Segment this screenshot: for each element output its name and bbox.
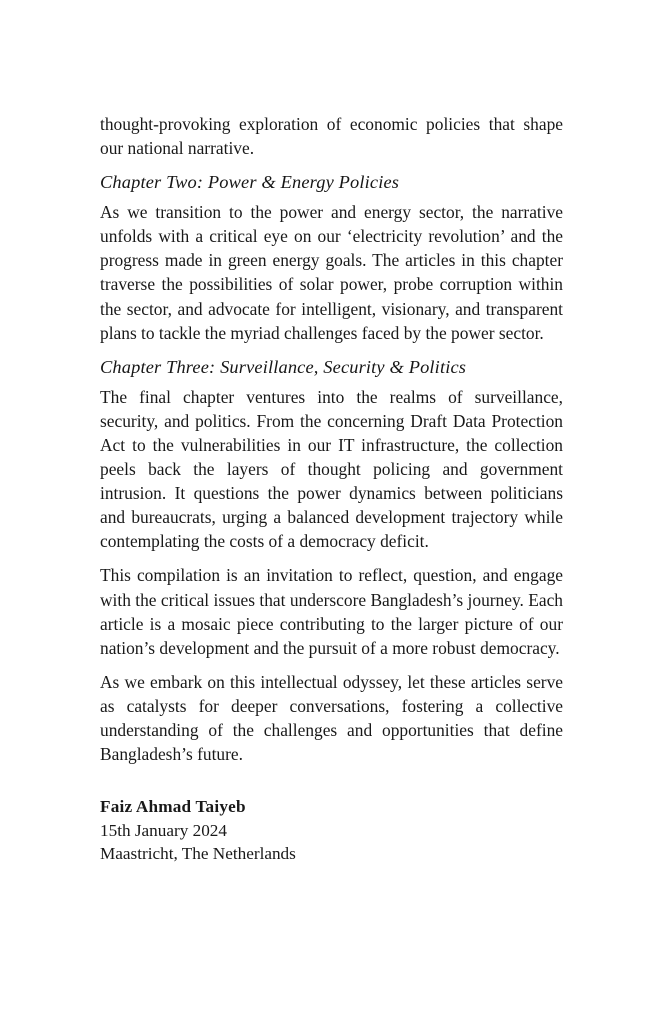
closing-paragraph-two: As we embark on this intellectual odyssey, let these articles serve as catalysts for deeper conversations, fostering a collective understanding of the challenges and opportunities that define Bangladesh’s future. <box>100 671 563 765</box>
signature-block <box>100 795 563 866</box>
chapter-two-paragraph: As we transition to the power and energy sector, the narrative unfolds with a critical eye on our ‘electricity revolution’ and the progress made in green energy goals. The articles in this chapter traverse the possibilities of solar power, probe corruption within the sector, and advocate for intelligent, visionary, and transparent plans to tackle the myriad challenges faced by the power sector. <box>100 202 563 343</box>
chapter-three-paragraph: The final chapter ventures into the realms of surveillance, security, and politics. From the concerning Draft Data Protection Act to the vulnerabilities in our IT infrastructure, the collection peels back the layers of thought policing and government intrusion. It questions the power dynamics between politicians and bureaucrats, urging a balanced development trajectory while contemplating the costs of a democracy deficit. <box>100 386 563 552</box>
signature-location: Maastricht, The Netherlands <box>100 844 296 864</box>
closing-paragraph-one: This compilation is an invitation to reflect, question, and engage with the critical issues that underscore Bangladesh’s journey. Each article is a mosaic piece contributing to the larger picture of our nation’s development and the pursuit of a more robust democracy. <box>100 565 563 658</box>
chapter-two-heading: Chapter Two: Power & Energy Policies <box>100 172 400 193</box>
signature-date: 15th January 2024 <box>100 820 227 840</box>
page-content <box>100 112 563 866</box>
signature-author: Faiz Ahmad Taiyeb <box>100 797 246 817</box>
continued-paragraph: thought-provoking exploration of economic policies that shape our national narrative. <box>100 114 563 159</box>
chapter-three-heading: Chapter Three: Surveillance, Security & Politics <box>100 356 467 377</box>
